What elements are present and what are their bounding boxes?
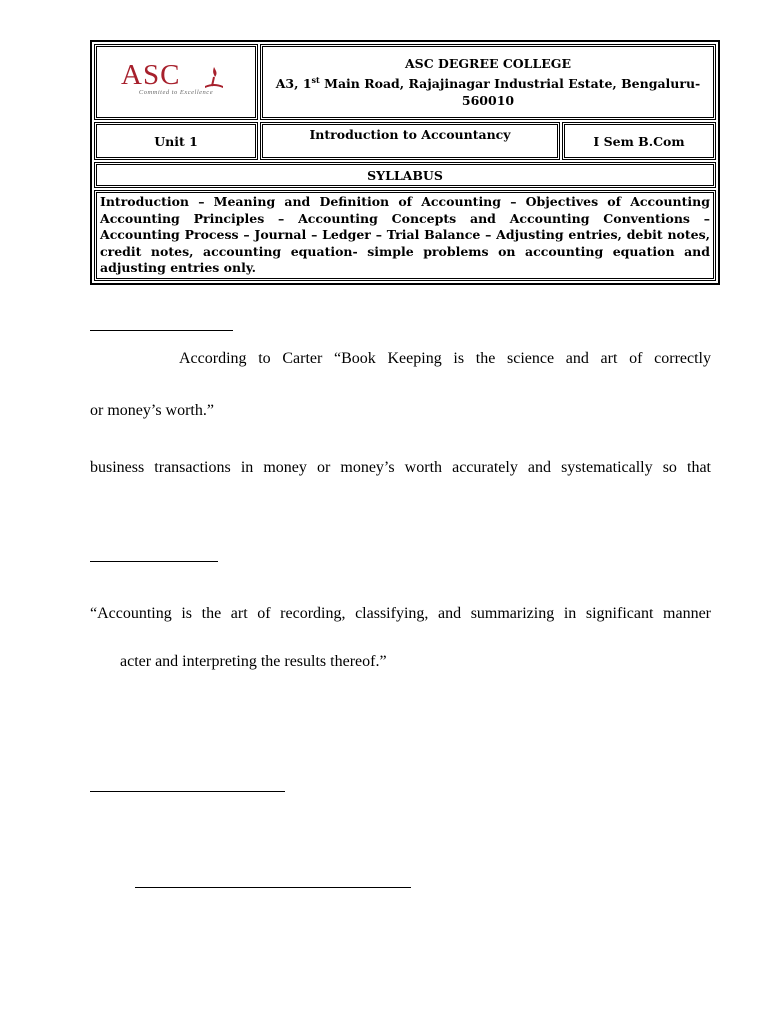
torch-book-icon xyxy=(203,65,225,91)
heading-underline-3 xyxy=(90,791,285,792)
accounting-definition-line2: acter and interpreting the results thereof.” xyxy=(120,653,387,670)
heading-underline-4 xyxy=(135,887,411,888)
college-logo xyxy=(121,58,231,99)
logo-tagline: Commited to Excellence xyxy=(138,88,214,96)
semester-label: I Sem B.Com xyxy=(562,122,716,160)
syllabus-heading: SYLLABUS xyxy=(94,162,716,188)
college-info-cell xyxy=(260,44,716,120)
carter-definition-line1: According to Carter “Book Keeping is the science and art of correctly xyxy=(179,350,711,367)
logo-cell xyxy=(94,44,258,120)
heading-underline-2 xyxy=(90,561,218,562)
college-address-line1: A3, 1st Main Road, Rajajinagar Industrial Estate, Bengaluru- xyxy=(275,74,701,92)
carter-definition-line2: or money’s worth.” xyxy=(90,402,214,419)
subject-title: Introduction to Accountancy xyxy=(260,122,560,160)
accounting-definition-line1: “Accounting is the art of recording, classifying, and summarizing in significant manner xyxy=(90,605,711,622)
syllabus-content: Introduction – Meaning and Definition of Accounting – Objectives of Accounting Accounting Principles – Accounting Concepts and Accounting Conventions – Accounting Process – Journal – Ledger – Trial Balance – Adjusting entries, debit notes, credit notes, accounting equation- simple problems on accounting equation and adjusting entries only. xyxy=(94,190,716,281)
logo-text: ASC xyxy=(121,58,181,91)
college-address-line2: 560010 xyxy=(461,93,515,109)
unit-label: Unit 1 xyxy=(94,122,258,160)
college-name: ASC DEGREE COLLEGE xyxy=(404,55,571,71)
bookkeeping-text-line: business transactions in money or money’s worth accurately and systematically so that xyxy=(90,459,711,476)
heading-underline-1 xyxy=(90,330,233,331)
syllabus-header-table xyxy=(90,40,720,285)
